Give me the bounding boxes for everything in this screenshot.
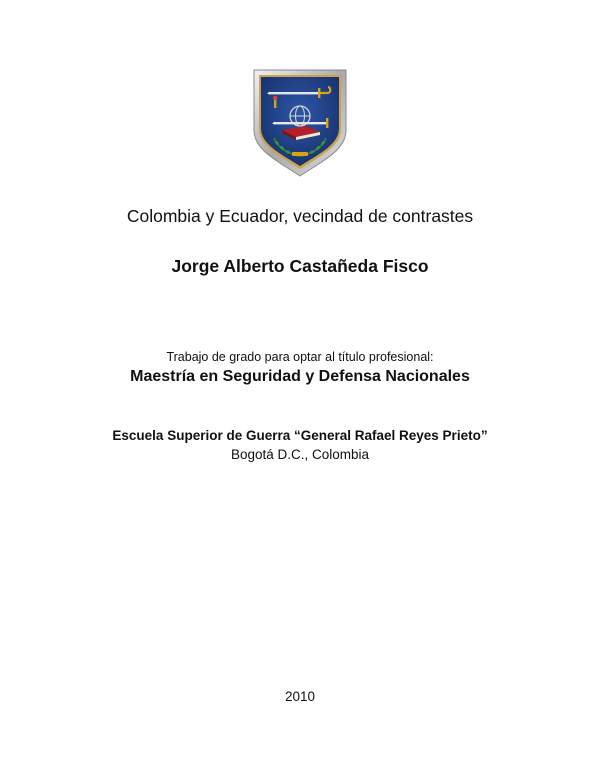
- author-name: Jorge Alberto Castañeda Fisco: [171, 256, 429, 276]
- city-location: Bogotá D.C., Colombia: [230, 447, 370, 462]
- publication-year: 2010: [284, 689, 316, 704]
- school-crest-icon: [252, 68, 348, 178]
- thesis-purpose: Trabajo de grado para optar al título profesional:: [166, 350, 434, 364]
- degree-title: Maestría en Seguridad y Defensa Nacionales: [130, 368, 470, 385]
- school-name: Escuela Superior de Guerra “General Rafael Reyes Prieto”: [112, 428, 488, 443]
- document-title: Colombia y Ecuador, vecindad de contrastes: [126, 206, 474, 226]
